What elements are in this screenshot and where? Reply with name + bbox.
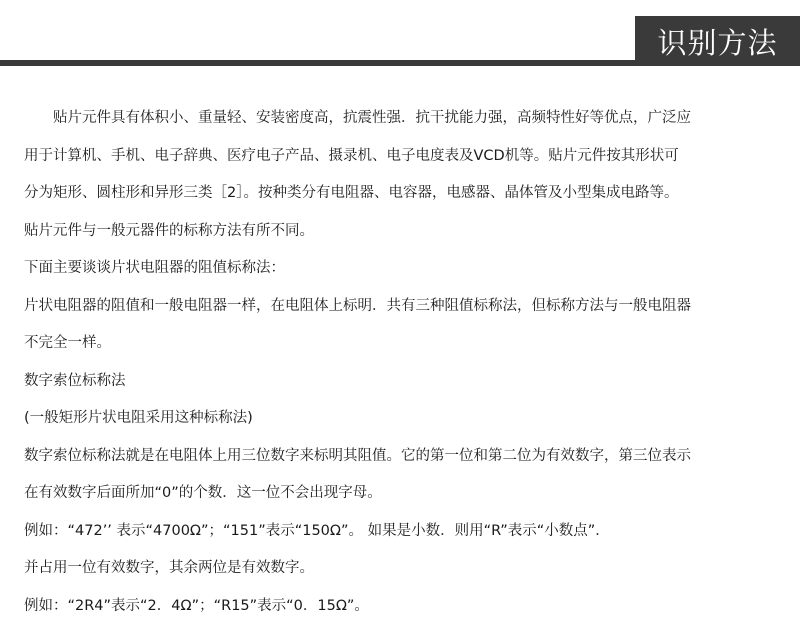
subheading: 数字索位标称法 bbox=[24, 372, 126, 389]
header bbox=[0, 0, 800, 66]
paragraph-line: 数字索位标称法就是在电阻体上用三位数字来标明其阻值。它的第一位和第二位为有效数字，第三位表示 bbox=[24, 447, 691, 464]
paragraph-line: 贴片元件具有体积小、重量轻、安装密度高，抗震性强．抗干扰能力强，高频特性好等优点，广泛应 bbox=[53, 110, 691, 126]
paragraph-line: 例如：“2R4”表示“2．4Ω”；“R15”表示“0．15Ω”。 bbox=[24, 597, 369, 614]
paragraph-line: 下面主要谈谈片状电阻器的阻值标称法： bbox=[24, 260, 285, 276]
article-body bbox=[24, 100, 776, 625]
paragraph-line: 贴片元件与一般元器件的标称方法有所不同。 bbox=[24, 222, 314, 239]
paragraph-line: 在有效数字后面所加“0”的个数．这一位不会出现字母。 bbox=[24, 485, 382, 501]
title-tab bbox=[635, 16, 800, 66]
section-title: 识别方法 bbox=[657, 25, 778, 60]
paragraph-line: 例如：“472’’ 表示“4700Ω”；“151”表示“150Ω”。 如果是小数．则用“R”表示“小数点”． bbox=[24, 522, 610, 539]
paragraph-line: 不完全一样。 bbox=[24, 335, 111, 351]
paragraph-line: 片状电阻器的阻值和一般电阻器一样，在电阻体上标明．共有三种阻值标称法，但标称方法与一般电阻器 bbox=[24, 297, 691, 314]
paragraph-line: 分为矩形、圆柱形和异形三类［2］。按种类分有电阻器、电容器，电感器、晶体管及小型集成电路等。 bbox=[24, 185, 679, 201]
paragraph-line: (一般矩形片状电阻采用这种标称法) bbox=[24, 410, 253, 426]
paragraph-line: 用于计算机、手机、电子辞典、医疗电子产品、摄录机、电子电度表及VCD机等。贴片元件按其形状可 bbox=[24, 147, 679, 164]
paragraph-line: 并占用一位有效数字，其余两位是有效数字。 bbox=[24, 560, 314, 576]
